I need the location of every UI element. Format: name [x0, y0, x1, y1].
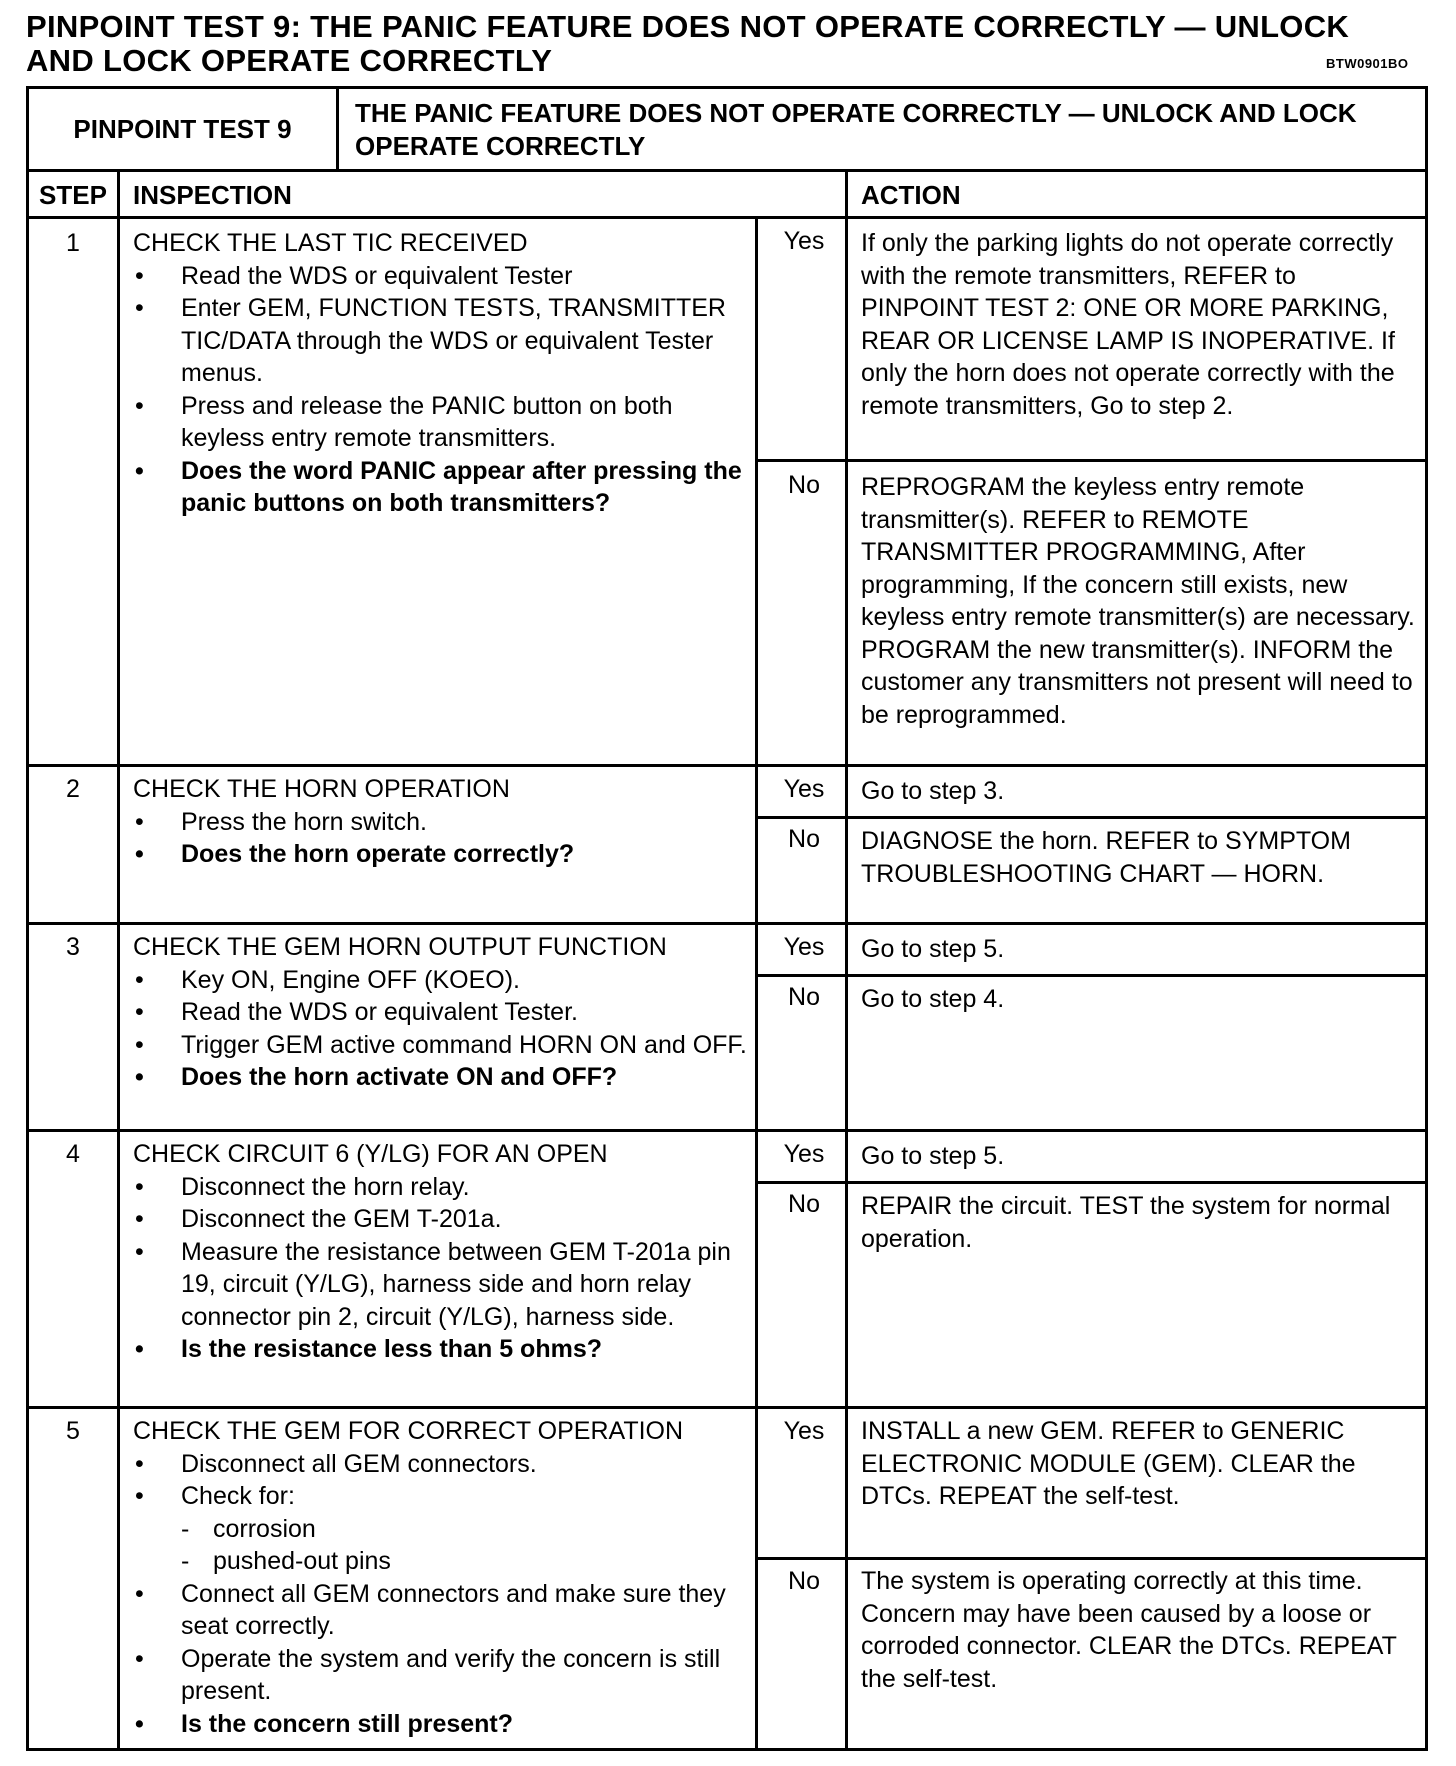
divider-inspection-4	[755, 1132, 758, 1406]
inspection-question-1: • Does the word PANIC appear after pressing the panic buttons on both transmitters?	[133, 455, 753, 520]
step-number-2: 2	[66, 775, 80, 803]
inspection-item: • Read the WDS or equivalent Tester.	[133, 996, 753, 1029]
inspection-title-3: CHECK THE GEM HORN OUTPUT FUNCTION	[133, 933, 667, 961]
inspection-item: • Check for:	[133, 1480, 753, 1513]
divider-result-4	[845, 1132, 848, 1406]
inspection-question-4: • Is the resistance less than 5 ohms?	[133, 1333, 753, 1366]
no-action-3: Go to step 4.	[861, 985, 1005, 1013]
divider-yes-no-5	[755, 1557, 1425, 1560]
divider-yes-no-3	[755, 974, 1425, 977]
inspection-question-3: • Does the horn activate ON and OFF?	[133, 1061, 753, 1094]
divider-action-header	[845, 172, 848, 219]
no-action-1: REPROGRAM the keyless entry remote transmitter(s). REFER to REMOTE TRANSMITTER PROGRAMMING, After programming, If the concern still exists, new keyless entry remote transmitter(s) are necessary. PROGRAM the new transmitter(s). INFORM the customer any transmitters not present will need to be reprogrammed.	[861, 473, 1415, 729]
divider-result-1	[845, 219, 848, 764]
inspection-2	[133, 773, 753, 871]
inspection-3	[133, 931, 753, 1094]
yes-action-1: If only the parking lights do not operate correctly with the remote transmitters, REFER to PINPOINT TEST 2: ONE OR MORE PARKING, REAR OR LICENSE LAMP IS INOPERATIVE. If only the horn does not operate correctly with the remote transmitters, Go to step 2.	[861, 229, 1395, 420]
yes-label-5: Yes	[783, 1417, 825, 1445]
divider-yes-no-1	[755, 459, 1425, 462]
inspection-item: • Trigger GEM active command HORN ON and OFF.	[133, 1029, 753, 1062]
inspection-item: • Disconnect all GEM connectors.	[133, 1448, 753, 1481]
divider-result-5	[845, 1409, 848, 1748]
yes-action-2: Go to step 3.	[861, 777, 1005, 805]
yes-action-4: Go to step 5.	[861, 1142, 1005, 1170]
inspection-4	[133, 1138, 753, 1366]
inspection-item: • Press the horn switch.	[133, 806, 753, 839]
inspection-subitem: - pushed-out pins	[133, 1545, 753, 1578]
table-header-row	[29, 89, 1425, 172]
test-description: THE PANIC FEATURE DOES NOT OPERATE CORRECTLY — UNLOCK AND LOCK OPERATE CORRECTLY	[355, 98, 1357, 161]
yes-action-5: INSTALL a new GEM. REFER to GENERIC ELECTRONIC MODULE (GEM). CLEAR the DTCs. REPEAT the self-test.	[861, 1417, 1356, 1510]
no-action-4: REPAIR the circuit. TEST the system for normal operation.	[861, 1192, 1391, 1253]
inspection-title-1: CHECK THE LAST TIC RECEIVED	[133, 229, 528, 257]
divider-yes-no-4	[755, 1181, 1425, 1184]
header-action: ACTION	[861, 180, 961, 210]
no-label-1: No	[788, 471, 820, 499]
inspection-question-2: • Does the horn operate correctly?	[133, 838, 753, 871]
inspection-item: • Disconnect the GEM T-201a.	[133, 1203, 753, 1236]
inspection-item: • Disconnect the horn relay.	[133, 1171, 753, 1204]
inspection-item: • Connect all GEM connectors and make sure they seat correctly.	[133, 1578, 753, 1643]
no-label-2: No	[788, 825, 820, 853]
inspection-item: • Read the WDS or equivalent Tester	[133, 260, 753, 293]
column-headers	[29, 172, 1425, 219]
divider-inspection-1	[755, 219, 758, 764]
divider-inspection-5	[755, 1409, 758, 1748]
no-action-2: DIAGNOSE the horn. REFER to SYMPTOM TROUBLESHOOTING CHART — HORN.	[861, 827, 1351, 888]
step-number-1: 1	[66, 229, 80, 257]
header-step: STEP	[39, 180, 107, 210]
page-title-line1: PINPOINT TEST 9: THE PANIC FEATURE DOES NOT OPERATE CORRECTLY — UNLOCK	[26, 9, 1350, 44]
no-label-3: No	[788, 983, 820, 1011]
inspection-title-5: CHECK THE GEM FOR CORRECT OPERATION	[133, 1417, 684, 1445]
yes-label-3: Yes	[783, 933, 825, 961]
inspection-question-5: • Is the concern still present?	[133, 1708, 753, 1741]
figure-code: BTW0901BO	[1326, 56, 1409, 71]
divider-inspection-3	[755, 925, 758, 1129]
page-title-line2: AND LOCK OPERATE CORRECTLY	[26, 43, 553, 78]
yes-label-4: Yes	[783, 1140, 825, 1168]
inspection-5	[133, 1415, 753, 1740]
inspection-title-2: CHECK THE HORN OPERATION	[133, 775, 510, 803]
step-number-3: 3	[66, 933, 80, 961]
no-action-5: The system is operating correctly at this time. Concern may have been caused by a loose or corroded connector. CLEAR the DTCs. REPEAT the self-test.	[861, 1567, 1397, 1693]
inspection-item: • Press and release the PANIC button on both keyless entry remote transmitters.	[133, 390, 753, 455]
page-title	[26, 10, 1426, 78]
divider-result-3	[845, 925, 848, 1129]
inspection-subitem: - corrosion	[133, 1513, 753, 1546]
yes-label-1: Yes	[783, 227, 825, 255]
inspection-1	[133, 227, 753, 520]
inspection-item: • Enter GEM, FUNCTION TESTS, TRANSMITTER TIC/DATA through the WDS or equivalent Tester menus.	[133, 292, 753, 390]
no-label-5: No	[788, 1567, 820, 1595]
divider-yes-no-2	[755, 816, 1425, 819]
step-number-4: 4	[66, 1140, 80, 1168]
yes-label-2: Yes	[783, 775, 825, 803]
no-label-4: No	[788, 1190, 820, 1218]
pinpoint-test-table	[26, 86, 1428, 1751]
step-number-5: 5	[66, 1417, 80, 1445]
test-label: PINPOINT TEST 9	[29, 89, 339, 169]
inspection-item: • Operate the system and verify the concern is still present.	[133, 1643, 753, 1708]
inspection-item: • Measure the resistance between GEM T-201a pin 19, circuit (Y/LG), harness side and horn relay connector pin 2, circuit (Y/LG), harness side.	[133, 1236, 753, 1334]
inspection-item: • Key ON, Engine OFF (KOEO).	[133, 964, 753, 997]
divider-result-2	[845, 767, 848, 922]
header-inspection: INSPECTION	[133, 180, 292, 210]
inspection-title-4: CHECK CIRCUIT 6 (Y/LG) FOR AN OPEN	[133, 1140, 608, 1168]
yes-action-3: Go to step 5.	[861, 935, 1005, 963]
divider-inspection-2	[755, 767, 758, 922]
